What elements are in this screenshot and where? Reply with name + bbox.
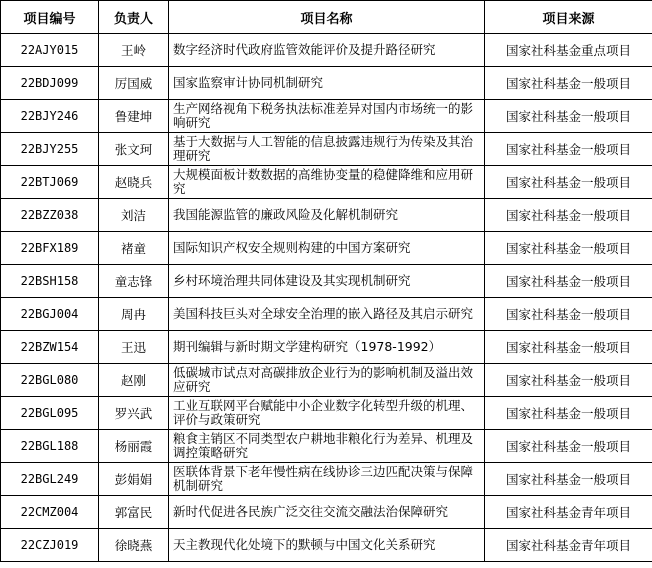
project-name-cell: 生产网络视角下税务执法标准差异对国内市场统一的影响研究 [169,100,485,133]
project-name-cell: 基于大数据与人工智能的信息披露违规行为传染及其治理研究 [169,133,485,166]
table-row [1,430,652,463]
project-code-cell: 22BZZ038 [1,199,99,232]
person-cell: 厉国威 [99,67,169,100]
project-source-cell: 国家社科基金一般项目 [485,199,652,232]
header-project-name: 项目名称 [169,1,485,34]
project-name-cell: 大规模面板计数数据的高维协变量的稳健降维和应用研究 [169,166,485,199]
person-cell: 杨丽霞 [99,430,169,463]
person-cell: 鲁建坤 [99,100,169,133]
project-name-cell: 美国科技巨头对全球安全治理的嵌入路径及其启示研究 [169,298,485,331]
table-row [1,298,652,331]
person-cell: 赵刚 [99,364,169,397]
project-name-cell: 医联体背景下老年慢性病在线协诊三边匹配决策与保障机制研究 [169,463,485,496]
project-source-cell: 国家社科基金青年项目 [485,496,652,529]
person-cell: 王迅 [99,331,169,364]
project-name-cell: 期刊编辑与新时期文学建构研究（1978-1992） [169,331,485,364]
project-code-cell: 22BTJ069 [1,166,99,199]
person-cell: 刘洁 [99,199,169,232]
project-source-cell: 国家社科基金一般项目 [485,166,652,199]
project-name-cell: 工业互联网平台赋能中小企业数字化转型升级的机理、评价与政策研究 [169,397,485,430]
project-name-cell: 天主教现代化处境下的默顿与中国文化关系研究 [169,529,485,562]
project-source-cell: 国家社科基金一般项目 [485,463,652,496]
table-row [1,199,652,232]
project-source-cell: 国家社科基金一般项目 [485,298,652,331]
project-source-cell: 国家社科基金一般项目 [485,331,652,364]
table-row [1,232,652,265]
table-row [1,397,652,430]
project-name-cell: 低碳城市试点对高碳排放企业行为的影响机制及溢出效应研究 [169,364,485,397]
project-source-cell: 国家社科基金一般项目 [485,100,652,133]
project-name-cell: 国家监察审计协同机制研究 [169,67,485,100]
project-source-cell: 国家社科基金一般项目 [485,232,652,265]
table-row [1,133,652,166]
header-row [1,1,652,34]
project-code-cell: 22BGL188 [1,430,99,463]
person-cell: 王岭 [99,34,169,67]
table-row [1,34,652,67]
table-row [1,529,652,562]
project-name-cell: 我国能源监管的廉政风险及化解机制研究 [169,199,485,232]
project-code-cell: 22BSH158 [1,265,99,298]
project-code-cell: 22BGL080 [1,364,99,397]
project-source-cell: 国家社科基金一般项目 [485,364,652,397]
project-name-cell: 乡村环境治理共同体建设及其实现机制研究 [169,265,485,298]
table-row [1,496,652,529]
table-row [1,166,652,199]
person-cell: 彭娟娟 [99,463,169,496]
project-source-cell: 国家社科基金重点项目 [485,34,652,67]
project-name-cell: 粮食主销区不同类型农户耕地非粮化行为差异、机理及调控策略研究 [169,430,485,463]
table-row [1,331,652,364]
project-source-cell: 国家社科基金一般项目 [485,67,652,100]
project-source-cell: 国家社科基金一般项目 [485,397,652,430]
project-code-cell: 22BGL249 [1,463,99,496]
project-name-cell: 国际知识产权安全规则构建的中国方案研究 [169,232,485,265]
project-code-cell: 22BJY255 [1,133,99,166]
header-project-code: 项目编号 [1,1,99,34]
person-cell: 罗兴武 [99,397,169,430]
person-cell: 郭富民 [99,496,169,529]
project-code-cell: 22CMZ004 [1,496,99,529]
project-source-cell: 国家社科基金青年项目 [485,529,652,562]
table-row [1,100,652,133]
project-name-cell: 数字经济时代政府监管效能评价及提升路径研究 [169,34,485,67]
person-cell: 褚童 [99,232,169,265]
header-project-source: 项目来源 [485,1,652,34]
table-row [1,67,652,100]
project-code-cell: 22BDJ099 [1,67,99,100]
project-source-cell: 国家社科基金一般项目 [485,133,652,166]
person-cell: 赵晓兵 [99,166,169,199]
table-row [1,463,652,496]
project-source-cell: 国家社科基金一般项目 [485,265,652,298]
project-code-cell: 22BJY246 [1,100,99,133]
person-cell: 周冉 [99,298,169,331]
person-cell: 童志锋 [99,265,169,298]
project-source-cell: 国家社科基金一般项目 [485,430,652,463]
table-row [1,364,652,397]
project-code-cell: 22CZJ019 [1,529,99,562]
project-code-cell: 22BZW154 [1,331,99,364]
project-code-cell: 22BGL095 [1,397,99,430]
person-cell: 张文珂 [99,133,169,166]
table-row [1,265,652,298]
project-code-cell: 22BGJ004 [1,298,99,331]
project-code-cell: 22AJY015 [1,34,99,67]
header-person-in-charge: 负责人 [99,1,169,34]
project-name-cell: 新时代促进各民族广泛交往交流交融法治保障研究 [169,496,485,529]
project-code-cell: 22BFX189 [1,232,99,265]
person-cell: 徐晓燕 [99,529,169,562]
